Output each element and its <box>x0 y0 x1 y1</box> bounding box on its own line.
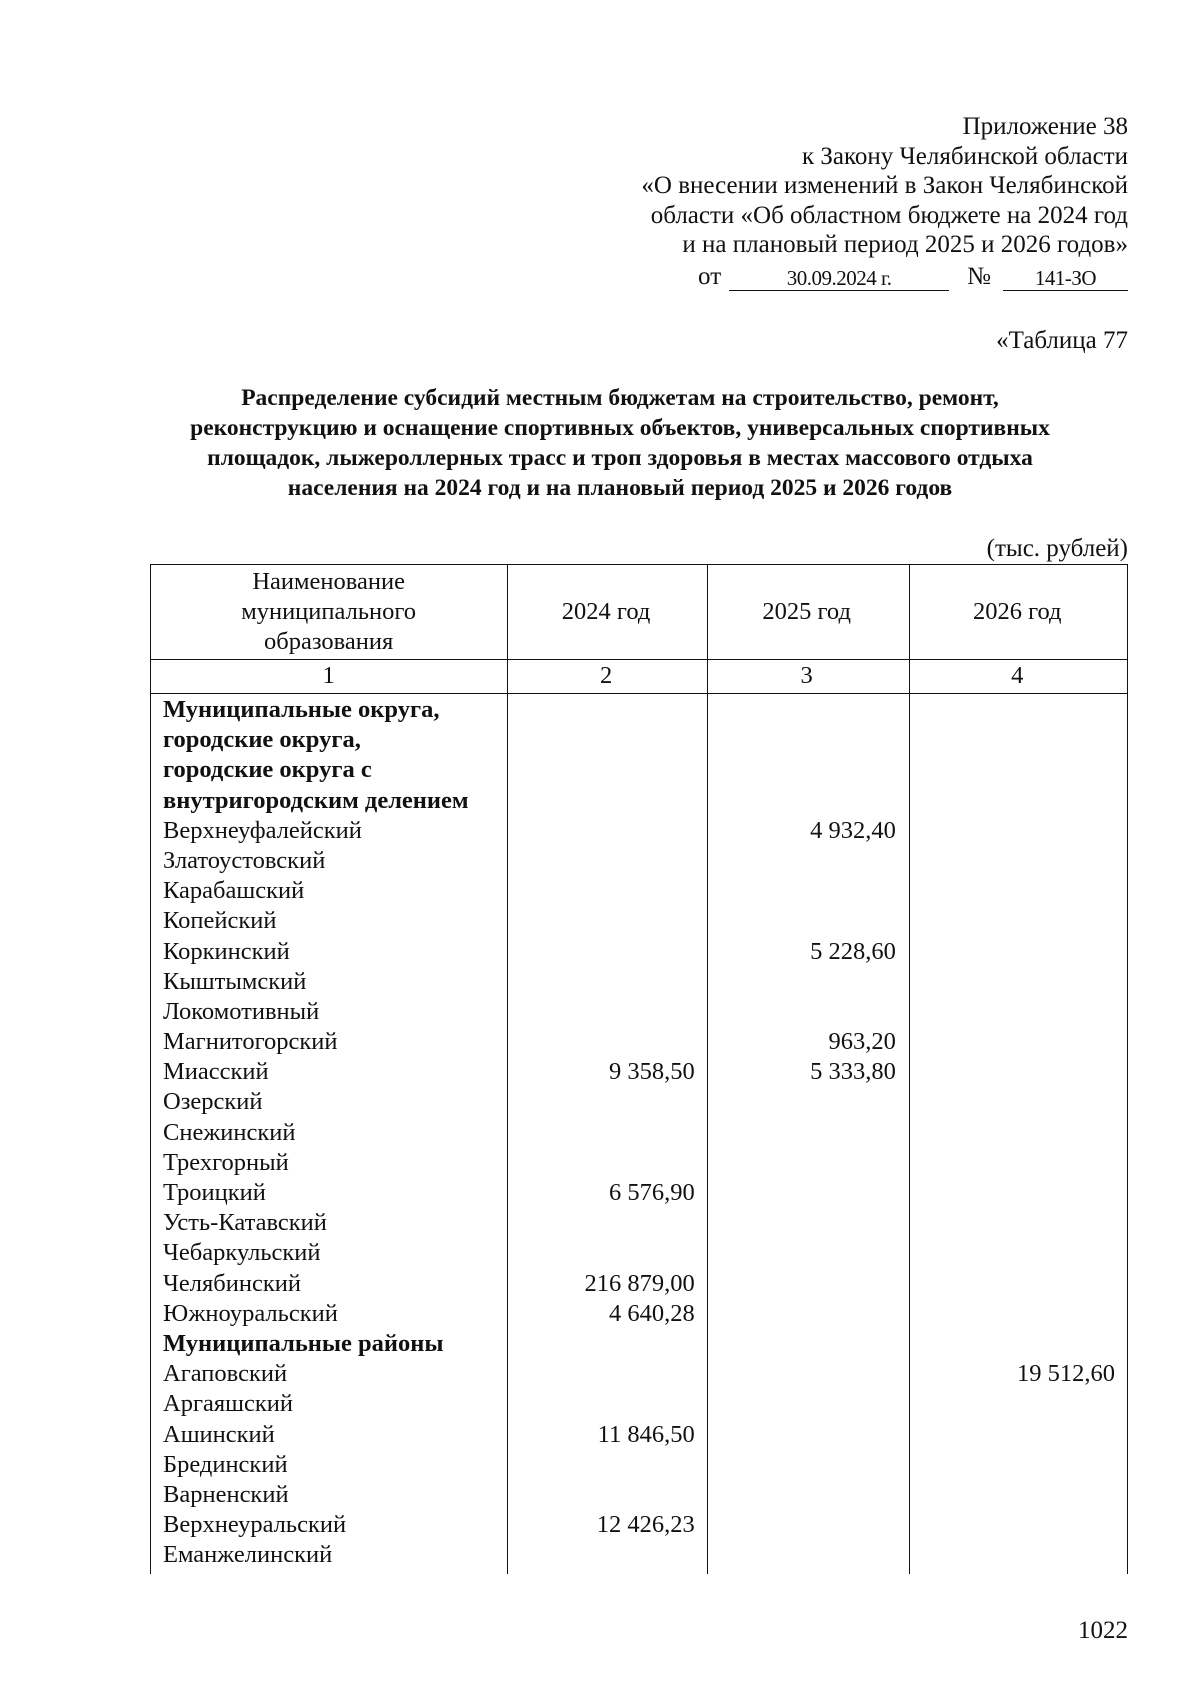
value-2025 <box>707 1450 908 1480</box>
municipality-name: Троицкий <box>163 1179 266 1206</box>
table-row <box>151 1510 1127 1540</box>
municipality-name: Коркинский <box>163 937 290 965</box>
value-2024 <box>508 1208 707 1238</box>
value-2025 <box>707 786 908 816</box>
value-2026 <box>908 937 1127 967</box>
municipality-name: Златоустовский <box>163 846 326 874</box>
column-number: 3 <box>800 662 813 689</box>
value-2026 <box>908 1450 1127 1480</box>
value-2026 <box>908 1178 1127 1208</box>
value-2025 <box>707 1118 908 1148</box>
value-2026 <box>908 725 1127 755</box>
value-2026 <box>908 1420 1127 1450</box>
value-2024 <box>508 1027 707 1057</box>
column-number: 2 <box>599 662 613 689</box>
value-2025 <box>707 695 908 725</box>
title-line: реконструкцию и оснащение спортивных объектов, универсальных спортивных <box>190 415 1050 441</box>
value-2024 <box>508 786 707 816</box>
municipality-name: внутригородским делением <box>163 786 469 814</box>
table-row <box>151 1087 1127 1117</box>
table-group-row <box>151 725 1127 755</box>
table-body <box>151 695 1127 1570</box>
law-date: 30.09.2024 г. <box>729 266 949 291</box>
header-2024: 2024 год <box>561 598 651 625</box>
value-2024: 9 358,50 <box>608 1058 695 1086</box>
value-2026 <box>908 906 1127 936</box>
table-row <box>151 997 1127 1027</box>
value-2026 <box>908 1540 1127 1570</box>
municipality-name: Муниципальные округа, <box>163 696 440 723</box>
municipality-name: Агаповский <box>163 1360 288 1388</box>
header-name-line: Наименование <box>252 568 405 595</box>
value-2026 <box>908 695 1127 725</box>
value-2024 <box>508 967 707 997</box>
value-2026 <box>908 1087 1127 1117</box>
appendix-date-number <box>568 262 1128 292</box>
value-2024 <box>508 1329 707 1359</box>
municipality-name: Аргаяшский <box>163 1390 294 1418</box>
municipality-name: Карабашский <box>163 877 305 905</box>
value-2026 <box>908 997 1127 1027</box>
table-row <box>151 967 1127 997</box>
value-2024: 11 846,50 <box>597 1420 695 1448</box>
from-label: от <box>698 262 722 290</box>
value-2024 <box>508 1118 707 1148</box>
table-row <box>151 906 1127 936</box>
value-2025 <box>707 1269 908 1299</box>
table-row <box>151 1269 1127 1299</box>
municipality-name: Трехгорный <box>163 1148 289 1176</box>
value-2025 <box>707 1178 908 1208</box>
municipality-name: городские округа с <box>163 756 372 784</box>
title-line: Распределение субсидий местным бюджетам на строительство, ремонт, <box>241 385 999 411</box>
table-group-row <box>151 1329 1127 1359</box>
appendix-header <box>568 112 1128 291</box>
table-row <box>151 876 1127 906</box>
value-2026 <box>908 816 1127 846</box>
municipality-name: Еманжелинский <box>163 1541 333 1569</box>
value-2026 <box>908 1118 1127 1148</box>
municipality-name: Локомотивный <box>163 997 320 1025</box>
value-2025 <box>707 1329 908 1359</box>
value-2024 <box>508 1450 707 1480</box>
table-row <box>151 846 1127 876</box>
value-2026 <box>908 1510 1127 1540</box>
value-2024 <box>508 816 707 846</box>
table-group-row <box>151 786 1127 816</box>
table-header <box>151 565 1127 660</box>
table-reference: «Таблица 77 <box>996 327 1128 354</box>
value-2024: 4 640,28 <box>608 1299 695 1327</box>
value-2024: 216 879,00 <box>584 1269 695 1297</box>
value-2025 <box>707 846 908 876</box>
value-2026 <box>908 967 1127 997</box>
value-2024 <box>508 846 707 876</box>
value-2025 <box>707 755 908 785</box>
value-2026 <box>908 755 1127 785</box>
header-name-line: муниципального <box>241 598 417 625</box>
value-2024 <box>508 1238 707 1268</box>
table-group-row <box>151 695 1127 725</box>
document-title <box>140 383 1100 503</box>
municipality-name: Брединский <box>163 1450 288 1478</box>
table-row <box>151 937 1127 967</box>
value-2025 <box>707 1510 908 1540</box>
law-number: 141-ЗО <box>1003 266 1128 291</box>
value-2025 <box>707 1540 908 1570</box>
value-2025 <box>707 1148 908 1178</box>
units-label: (тыс. рублей) <box>986 535 1128 562</box>
value-2024 <box>508 876 707 906</box>
value-2025 <box>707 1389 908 1419</box>
municipality-name: Ашинский <box>163 1420 275 1448</box>
municipality-name: Варненский <box>163 1480 289 1508</box>
header-2026: 2026 год <box>972 598 1062 625</box>
appendix-law-name-1: «О внесении изменений в Закон Челябинской <box>641 172 1128 199</box>
number-label: № <box>967 262 991 290</box>
municipality-name: Снежинский <box>163 1118 296 1146</box>
table-row <box>151 1118 1127 1148</box>
value-2025 <box>707 876 908 906</box>
municipality-name: Усть-Катавский <box>163 1209 327 1237</box>
municipality-name: Копейский <box>163 907 277 935</box>
value-2024 <box>508 1148 707 1178</box>
value-2024 <box>508 1480 707 1510</box>
value-2025 <box>707 997 908 1027</box>
value-2024: 6 576,90 <box>608 1179 695 1206</box>
municipality-name: Челябинский <box>163 1269 301 1297</box>
table-row <box>151 1299 1127 1329</box>
table-row <box>151 816 1127 846</box>
municipality-name: Магнитогорский <box>163 1028 338 1056</box>
subsidy-table <box>150 564 1128 1574</box>
value-2026 <box>908 1299 1127 1329</box>
page-number: 1022 <box>1078 1617 1128 1644</box>
municipality-name: Чебаркульский <box>163 1239 321 1267</box>
value-2026 <box>908 876 1127 906</box>
table-row <box>151 1420 1127 1450</box>
value-2026 <box>908 786 1127 816</box>
appendix-law-name-3: и на плановый период 2025 и 2026 годов» <box>682 231 1128 258</box>
value-2025: 5 333,80 <box>810 1058 896 1086</box>
value-2026 <box>908 1027 1127 1057</box>
value-2025: 4 932,40 <box>810 816 896 844</box>
header-2025: 2025 год <box>762 598 851 625</box>
column-number-row <box>151 659 1127 694</box>
value-2024 <box>508 725 707 755</box>
value-2026 <box>908 1238 1127 1268</box>
municipality-name: Муниципальные районы <box>163 1329 444 1357</box>
municipality-name: Кыштымский <box>163 967 307 995</box>
value-2026 <box>908 1480 1127 1510</box>
title-line: площадок, лыжероллерных трасс и троп здоровья в местах массового отдыха <box>207 445 1033 471</box>
value-2024: 12 426,23 <box>596 1511 695 1539</box>
value-2026 <box>908 1057 1127 1087</box>
value-2024 <box>508 1389 707 1419</box>
value-2026 <box>908 846 1127 876</box>
header-name <box>151 565 506 659</box>
municipality-name: городские округа, <box>163 726 361 754</box>
value-2024 <box>508 1540 707 1570</box>
value-2026 <box>908 1389 1127 1419</box>
municipality-name: Озерский <box>163 1088 263 1116</box>
value-2024 <box>508 755 707 785</box>
municipality-name: Верхнеуральский <box>163 1511 347 1539</box>
value-2026 <box>908 1208 1127 1238</box>
value-2025 <box>707 1238 908 1268</box>
value-2025 <box>707 906 908 936</box>
table-row <box>151 1450 1127 1480</box>
municipality-name: Южноуральский <box>163 1299 338 1327</box>
value-2026 <box>908 1148 1127 1178</box>
value-2025: 5 228,60 <box>810 937 896 965</box>
table-group-row <box>151 755 1127 785</box>
table-row <box>151 1148 1127 1178</box>
value-2025 <box>707 1480 908 1510</box>
table-row <box>151 1480 1127 1510</box>
appendix-law-ref: к Закону Челябинской области <box>802 142 1128 170</box>
value-2025 <box>707 1208 908 1238</box>
value-2025: 963,20 <box>828 1028 896 1056</box>
appendix-law-name-2: области «Об областном бюджете на 2024 год <box>650 201 1128 229</box>
value-2025 <box>707 725 908 755</box>
table-row <box>151 1238 1127 1268</box>
header-name-line: образования <box>264 628 394 655</box>
table-row <box>151 1178 1127 1208</box>
value-2025 <box>707 1087 908 1117</box>
table-row <box>151 1359 1127 1389</box>
value-2024 <box>508 1087 707 1117</box>
column-number: 1 <box>322 662 335 689</box>
table-row <box>151 1208 1127 1238</box>
value-2025 <box>707 1359 908 1389</box>
value-2025 <box>707 967 908 997</box>
value-2026: 19 512,60 <box>1017 1360 1115 1388</box>
appendix-title: Приложение 38 <box>962 113 1128 140</box>
value-2024 <box>508 906 707 936</box>
value-2024 <box>508 997 707 1027</box>
table-row <box>151 1057 1127 1087</box>
column-number: 4 <box>1011 662 1024 689</box>
value-2026 <box>908 1269 1127 1299</box>
table-row <box>151 1027 1127 1057</box>
value-2025 <box>707 1420 908 1450</box>
value-2025 <box>707 1299 908 1329</box>
value-2024 <box>508 695 707 725</box>
value-2026 <box>908 1329 1127 1359</box>
value-2024 <box>508 1359 707 1389</box>
municipality-name: Верхнеуфалейский <box>163 816 362 844</box>
municipality-name: Миасский <box>163 1058 269 1086</box>
title-line: населения на 2024 год и на плановый период 2025 и 2026 годов <box>287 475 953 501</box>
value-2024 <box>508 937 707 967</box>
table-row <box>151 1540 1127 1570</box>
table-row <box>151 1389 1127 1419</box>
